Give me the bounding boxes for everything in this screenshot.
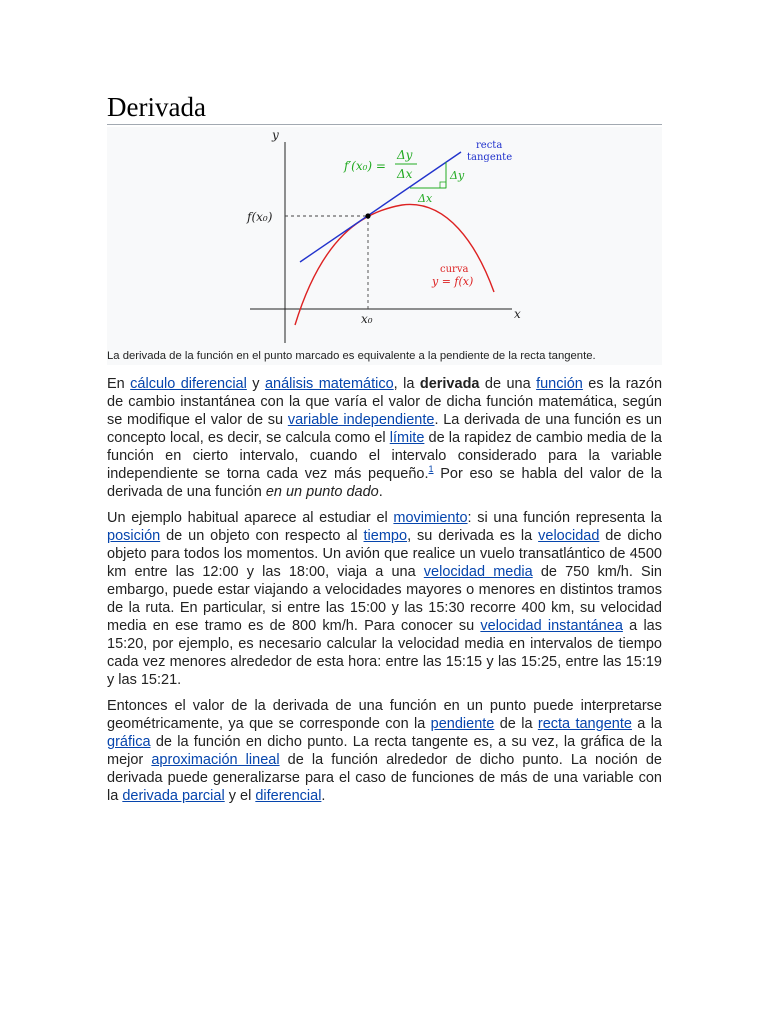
formula-numerator: Δy xyxy=(397,148,413,162)
link-velocidad-media[interactable]: velocidad media xyxy=(423,564,533,580)
tangent-point xyxy=(365,213,370,218)
text: . La derivada de una función es un concepto local, es decir, se calcula como el xyxy=(107,412,662,446)
delta-y-label: Δy xyxy=(450,169,465,182)
emphasis-text: en un punto dado xyxy=(265,484,379,500)
x-axis-label: x xyxy=(514,307,521,321)
page-title: Derivada xyxy=(107,92,206,122)
link-diferencial[interactable]: diferencial xyxy=(255,788,322,804)
formula-denominator: Δx xyxy=(397,167,413,181)
title-divider xyxy=(107,124,662,125)
text: Entonces el valor de la derivada de una función en un punto puede interpretarse geométricamente, ya que se corresponde con la xyxy=(107,698,662,732)
text: , la xyxy=(393,376,420,392)
text: de dicho objeto para todos los momentos. Un avión que realice un vuelo transatlántico de 4500 km entre las 12:00 y las 18:00, viaja a una xyxy=(107,528,662,580)
text: de la rapidez de cambio media de la función en cierto intervalo, cuando el intervalo considerado para la variable independiente se torna cada vez más pequeño. xyxy=(107,430,663,482)
fx0-label: f(x₀) xyxy=(247,210,273,224)
term-derivada: derivada xyxy=(419,376,480,392)
figure-caption: La derivada de la función en el punto marcado es equivalente a la pendiente de la recta tangente. xyxy=(107,350,596,362)
tangent-label-line2: tangente xyxy=(467,152,513,163)
tangent-label-line1: recta xyxy=(476,140,503,151)
link-aproximacion-lineal[interactable]: aproximación lineal xyxy=(151,752,280,768)
text: de la función alrededor de dicho punto. La noción de derivada puede generalizarse para el caso de funciones de más de una variable con la xyxy=(107,752,662,804)
derivative-figure xyxy=(107,127,662,365)
link-tiempo[interactable]: tiempo xyxy=(363,528,408,544)
right-angle-mark xyxy=(440,182,446,188)
text: En xyxy=(107,376,131,392)
text: de una xyxy=(479,376,537,392)
text: de la función en dicho punto. La recta tangente es, a su vez, la gráfica de la mejor xyxy=(107,734,662,768)
text: : si una función representa la xyxy=(467,510,662,526)
derivative-formula xyxy=(343,148,417,181)
link-movimiento[interactable]: movimiento xyxy=(393,510,468,526)
text: de la xyxy=(494,716,538,732)
link-limite[interactable]: límite xyxy=(389,430,425,446)
delta-x-label: Δx xyxy=(418,192,433,205)
text: Un ejemplo habitual aparece al estudiar el xyxy=(107,510,394,526)
paragraph-1 xyxy=(107,375,662,501)
link-calculo-diferencial[interactable]: cálculo diferencial xyxy=(130,376,247,392)
text: y el xyxy=(224,788,256,804)
link-velocidad[interactable]: velocidad xyxy=(538,528,600,544)
link-funcion[interactable]: función xyxy=(536,376,583,392)
link-pendiente[interactable]: pendiente xyxy=(430,716,495,732)
article-body xyxy=(107,375,662,813)
text: . xyxy=(378,484,383,500)
link-velocidad-instantanea[interactable]: velocidad instantánea xyxy=(480,618,623,634)
x0-label: x₀ xyxy=(361,312,373,326)
y-axis-label: y xyxy=(272,128,279,142)
text: es la razón de cambio instantánea con la que varía el valor de dicha función matemática, según se modifique el valor de su xyxy=(107,376,663,428)
formula-lhs: f′(x₀) = xyxy=(344,159,386,173)
text: Por eso se habla del valor de la derivada de una función xyxy=(107,466,662,500)
link-posicion[interactable]: posición xyxy=(107,528,161,544)
derivative-diagram xyxy=(107,127,662,365)
link-grafica[interactable]: gráfica xyxy=(107,734,151,750)
text: . xyxy=(321,788,326,804)
text: de 750 km/h. Sin embargo, puede estar viajando a velocidades mayores o menores en distintos tramos de la ruta. En particular, si entre las 15:00 y las 15:30 recorre 400 km, su velocidad media en ese tramo es de 800 km/h. Para conocer su xyxy=(107,564,662,634)
link-variable-independiente[interactable]: variable independiente xyxy=(287,412,435,428)
text: de un objeto con respecto al xyxy=(160,528,364,544)
text: a las 15:20, por ejemplo, es necesario calcular la velocidad media en intervalos de tiempo cada vez menores alrededor de esta hora: entre las 15:15 y las 15:25, entre las 15:19 y las 15:21. xyxy=(107,618,662,688)
curve-label-line1: curva xyxy=(440,264,469,275)
paragraph-2 xyxy=(107,509,662,689)
text: , su derivada es la xyxy=(407,528,539,544)
reference-1[interactable]: 1 xyxy=(428,464,434,475)
curve-label-line2: y = f(x) xyxy=(432,275,474,288)
link-recta-tangente[interactable]: recta tangente xyxy=(537,716,632,732)
link-analisis-matematico[interactable]: análisis matemático xyxy=(264,376,394,392)
paragraph-3 xyxy=(107,697,662,805)
link-derivada-parcial[interactable]: derivada parcial xyxy=(122,788,225,804)
text: y xyxy=(246,376,265,392)
text: a la xyxy=(631,716,662,732)
